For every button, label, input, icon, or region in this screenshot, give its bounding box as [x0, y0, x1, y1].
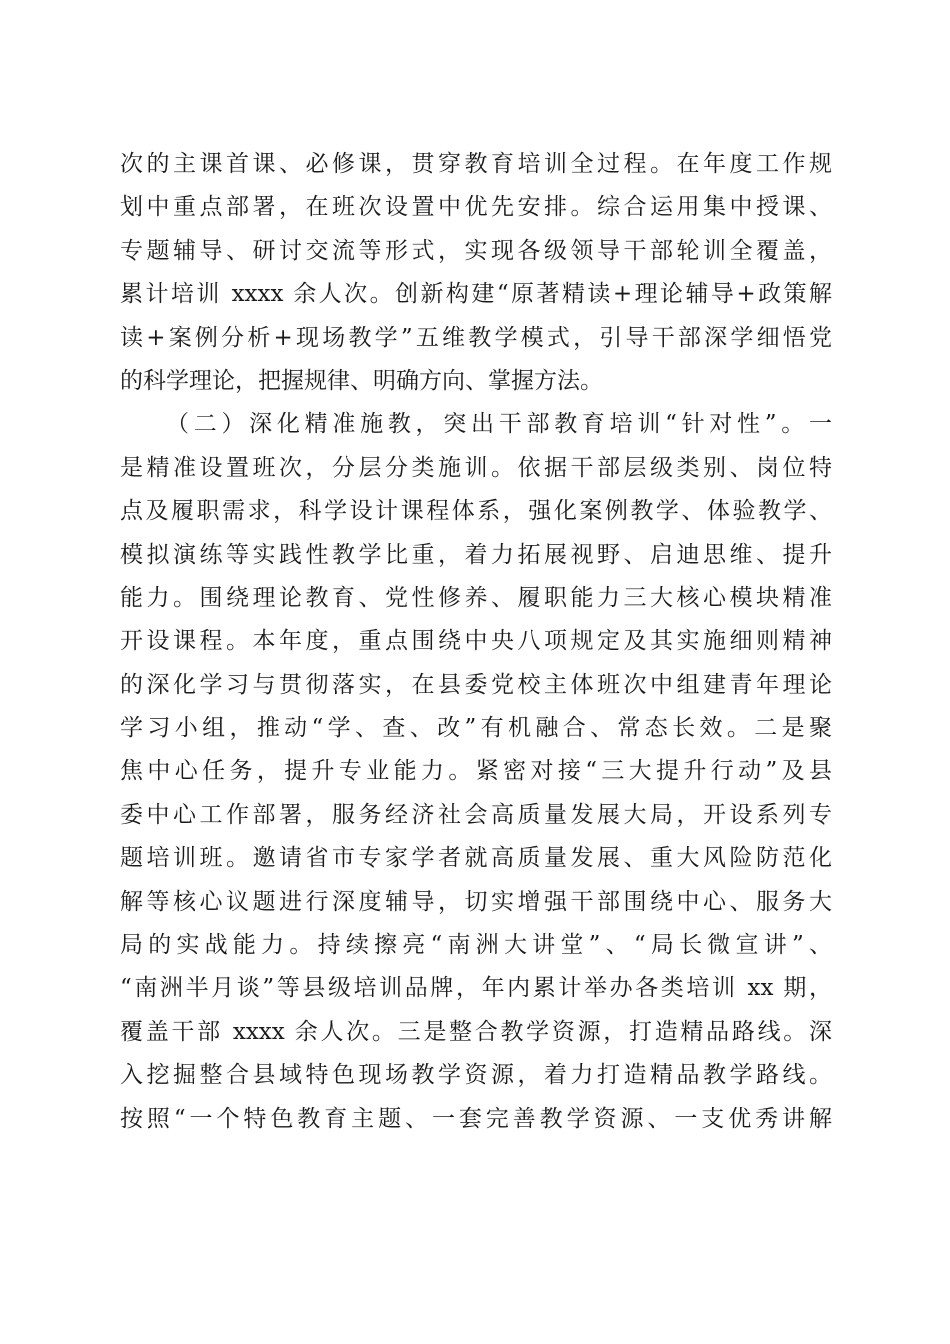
text-line: 是精准设置班次，分层分类施训。依据干部层级类别、岗位特: [120, 454, 832, 481]
text-line: 读+案例分析+现场教学”五维教学模式，引导干部深学细悟党: [120, 324, 832, 351]
text-line: 开设课程。本年度，重点围绕中央八项规定及其实施细则精神: [120, 628, 832, 655]
text-line: 覆盖干部 xxxx 余人次。三是整合教学资源，打造精品路线。深: [120, 1018, 832, 1045]
text-line: 委中心工作部署，服务经济社会高质量发展大局，开设系列专: [120, 801, 832, 828]
paragraph-2: [120, 403, 832, 1141]
text-line: 的深化学习与贯彻落实，在县委党校主体班次中组建青年理论: [120, 671, 832, 698]
text-line: 入挖掘整合县域特色现场教学资源，着力打造精品教学路线。: [120, 1062, 832, 1089]
text-line: 次的主课首课、必修课，贯穿教育培训全过程。在年度工作规: [120, 151, 832, 177]
text-line: 划中重点部署，在班次设置中优先安排。综合运用集中授课、: [120, 194, 832, 221]
text-line: 模拟演练等实践性教学比重，着力拓展视野、启迪思维、提升: [120, 541, 832, 568]
text-line: 解等核心议题进行深度辅导，切实增强干部围绕中心、服务大: [120, 888, 832, 915]
text-line: 专题辅导、研讨交流等形式，实现各级领导干部轮训全覆盖，: [120, 237, 832, 264]
text-line: 题培训班。邀请省市专家学者就高质量发展、重大风险防范化: [120, 845, 832, 872]
text-line: 学习小组，推动“学、查、改”有机融合、常态长效。二是聚: [120, 715, 832, 742]
text-line: 按照“一个特色教育主题、一套完善教学资源、一支优秀讲解: [120, 1105, 832, 1132]
text-line: 焦中心任务，提升专业能力。紧密对接“三大提升行动”及县: [120, 758, 832, 785]
text-line: 能力。围绕理论教育、党性修养、履职能力三大核心模块精准: [120, 584, 832, 611]
text-line: 局的实战能力。持续擦亮“南洲大讲堂”、“局长微宣讲”、: [120, 932, 832, 959]
document-body: [120, 143, 832, 1141]
text-line: 点及履职需求，科学设计课程体系，强化案例教学、体验教学、: [120, 498, 832, 525]
section-heading-line: （二）深化精准施教，突出干部教育培训“针对性”。一: [166, 411, 832, 438]
text-line: 的科学理论，把握规律、明确方向、掌握方法。: [120, 367, 603, 394]
text-line: “南洲半月谈”等县级培训品牌，年内累计举办各类培训 xx 期，: [120, 975, 832, 1002]
paragraph-1: [120, 143, 832, 403]
text-line: 累计培训 xxxx 余人次。创新构建“原著精读+理论辅导+政策解: [120, 281, 832, 308]
